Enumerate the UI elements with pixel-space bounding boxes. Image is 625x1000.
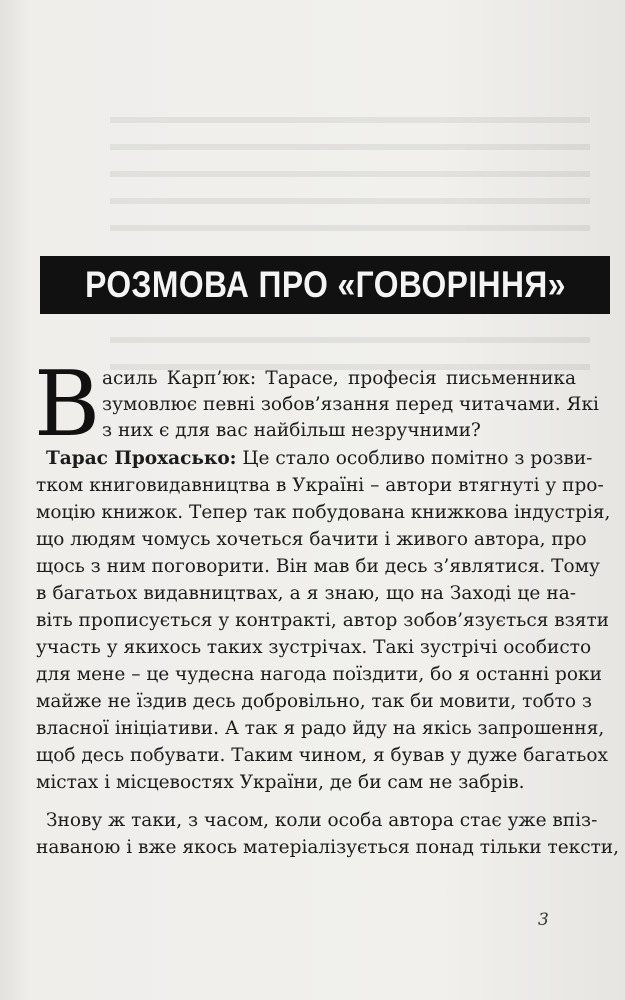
text-line: власної ініціативи. А так я радо йду на якісь запрошення, [36, 718, 605, 739]
text-line: участь у якихось таких зустрічах. Такі зустрічі особисто [36, 637, 592, 658]
page-number: 3 [538, 910, 549, 930]
drop-cap: В [34, 352, 101, 457]
text-line: для мене – це чудесна нагода поїздити, бо я останні роки [36, 664, 602, 685]
text-line: в багатьох видавництвах, а я знаю, що на Заході це на- [36, 583, 576, 604]
chapter-title-bar [40, 256, 610, 314]
line-text: Це стало особливо помітно з розви- [236, 448, 593, 469]
text-line: віть прописується у контракті, автор зобов’язується взяти [36, 610, 610, 631]
speaker-name: Тарас Прохасько: [46, 448, 237, 469]
speaker-name: асиль Карп’юк: [102, 368, 257, 389]
text-line: містах і місцевостях України, де би сам не забрів. [36, 772, 525, 793]
text-line: з них є для вас найбільш незручними? [102, 420, 481, 441]
text-line: наваною і вже якось матеріалізується понад тільки тексти, [36, 837, 620, 858]
text-line: майже не їздив десь добровільно, так би мовити, тобто з [36, 691, 592, 712]
text-line: зумовлює певні зобов’язання перед читачами. Які [102, 394, 599, 415]
text-line: моцію книжок. Тепер так побудована книжкова індустрія, [36, 502, 611, 523]
text-line [102, 366, 576, 392]
text-line: щоб десь побувати. Таким чином, я бував у дуже багатьох [36, 745, 608, 766]
text-line: тком книговидавництва в Україні – автори втягнуті у про- [36, 475, 604, 496]
text-line: щось з ним поговорити. Він мав би десь з’являтися. Тому [36, 556, 600, 577]
text-line [46, 446, 593, 472]
line-text: Тарасе, професія письменника [256, 368, 576, 389]
text-line: що людям чомусь хочеться бачити і живого автора, про [36, 529, 587, 550]
text-line: Знову ж таки, з часом, коли особа автора стає уже впіз- [46, 810, 598, 831]
chapter-title: РОЗМОВА ПРО «ГОВОРІННЯ» [84, 264, 566, 305]
